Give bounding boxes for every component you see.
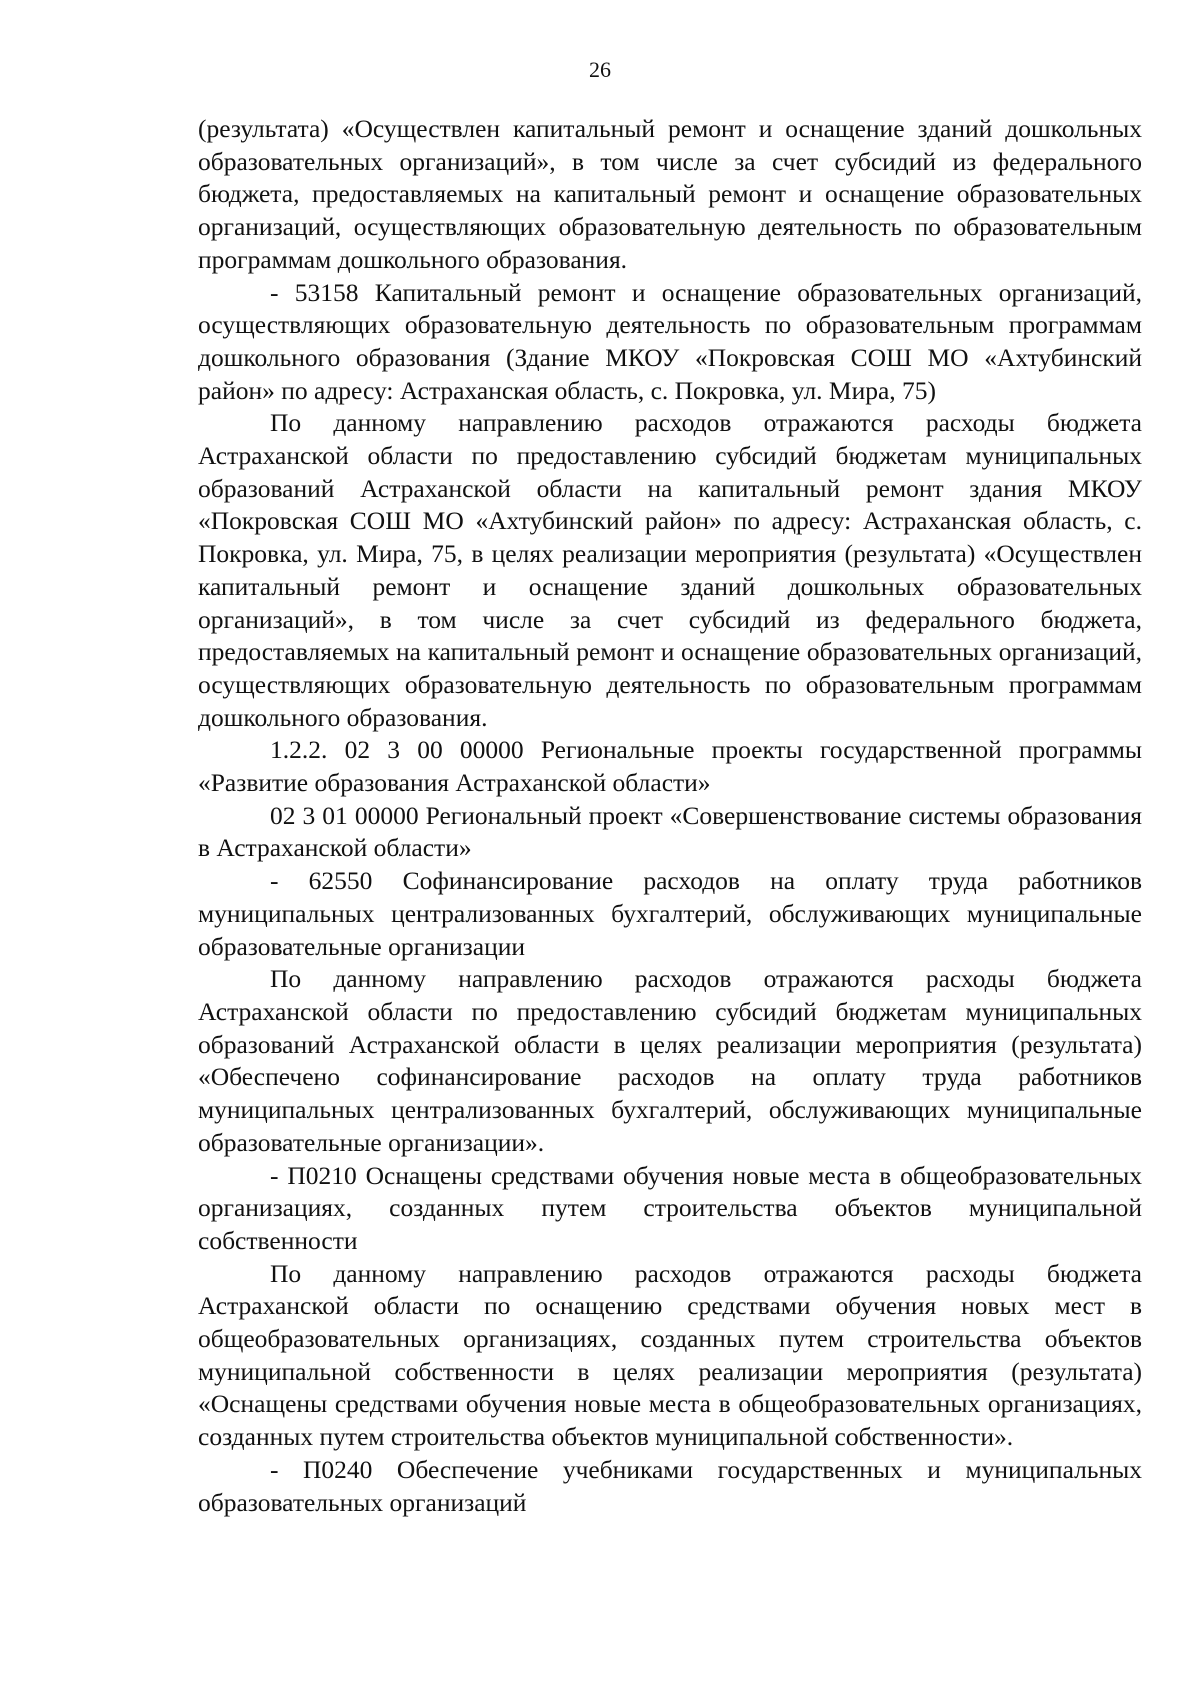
paragraph: По данному направлению расходов отражаются расходы бюджета Астраханской области по предоставлению субсидий бюджетам муниципальных образований Астраханской области на капитальный ремонт здания МКОУ «Покровская СОШ МО «Ахтубинский район» по адресу: Астраханская область, с. Покровка, ул. Мира, 75, в целях реализации мероприятия (результата) «Осуществлен капитальный ремонт и оснащение зданий дошкольных образовательных организаций», в том числе за счет субсидий из федерального бюджета, предоставляемых на капитальный ремонт и оснащение образовательных организаций, осуществляющих образовательную деятельность по образовательным программам дошкольного образования. bbox=[198, 408, 1142, 732]
paragraph: - 62550 Софинансирование расходов на оплату труда работников муниципальных централизованных бухгалтерий, обслуживающих муниципальные образовательные организации bbox=[198, 866, 1142, 961]
document-body bbox=[198, 113, 1142, 1519]
paragraph: 02 3 01 00000 Региональный проект «Совершенствование системы образования в Астраханской области» bbox=[198, 800, 1142, 863]
paragraph: По данному направлению расходов отражаются расходы бюджета Астраханской области по предоставлению субсидий бюджетам муниципальных образований Астраханской области в целях реализации мероприятия (результата) «Обеспечено софинансирование расходов на оплату труда работников муниципальных централизованных бухгалтерий, обслуживающих муниципальные образовательные организации». bbox=[198, 964, 1142, 1157]
paragraph: - 53158 Капитальный ремонт и оснащение образовательных организаций, осуществляющих образовательную деятельность по образовательным программам дошкольного образования (Здание МКОУ «Покровская СОШ МО «Ахтубинский район» по адресу: Астраханская область, с. Покровка, ул. Мира, 75) bbox=[198, 277, 1142, 405]
paragraph: - П0240 Обеспечение учебниками государственных и муниципальных образовательных организаций bbox=[198, 1454, 1142, 1517]
paragraph: (результата) «Осуществлен капитальный ремонт и оснащение зданий дошкольных образовательных организаций», в том числе за счет субсидий из федерального бюджета, предоставляемых на капитальный ремонт и оснащение образовательных организаций, осуществляющих образовательную деятельность по образовательным программам дошкольного образования. bbox=[198, 114, 1142, 274]
paragraph: - П0210 Оснащены средствами обучения новые места в общеобразовательных организациях, созданных путем строительства объектов муниципальной собственности bbox=[198, 1160, 1142, 1255]
paragraph: 1.2.2. 02 3 00 00000 Региональные проекты государственной программы «Развитие образования Астраханской области» bbox=[198, 735, 1142, 798]
paragraph: По данному направлению расходов отражаются расходы бюджета Астраханской области по оснащению средствами обучения новых мест в общеобразовательных организациях, созданных путем строительства объектов муниципальной собственности в целях реализации мероприятия (результата) «Оснащены средствами обучения новые места в общеобразовательных организациях, созданных путем строительства объектов муниципальной собственности». bbox=[198, 1258, 1142, 1452]
page-number: 26 bbox=[589, 57, 611, 82]
